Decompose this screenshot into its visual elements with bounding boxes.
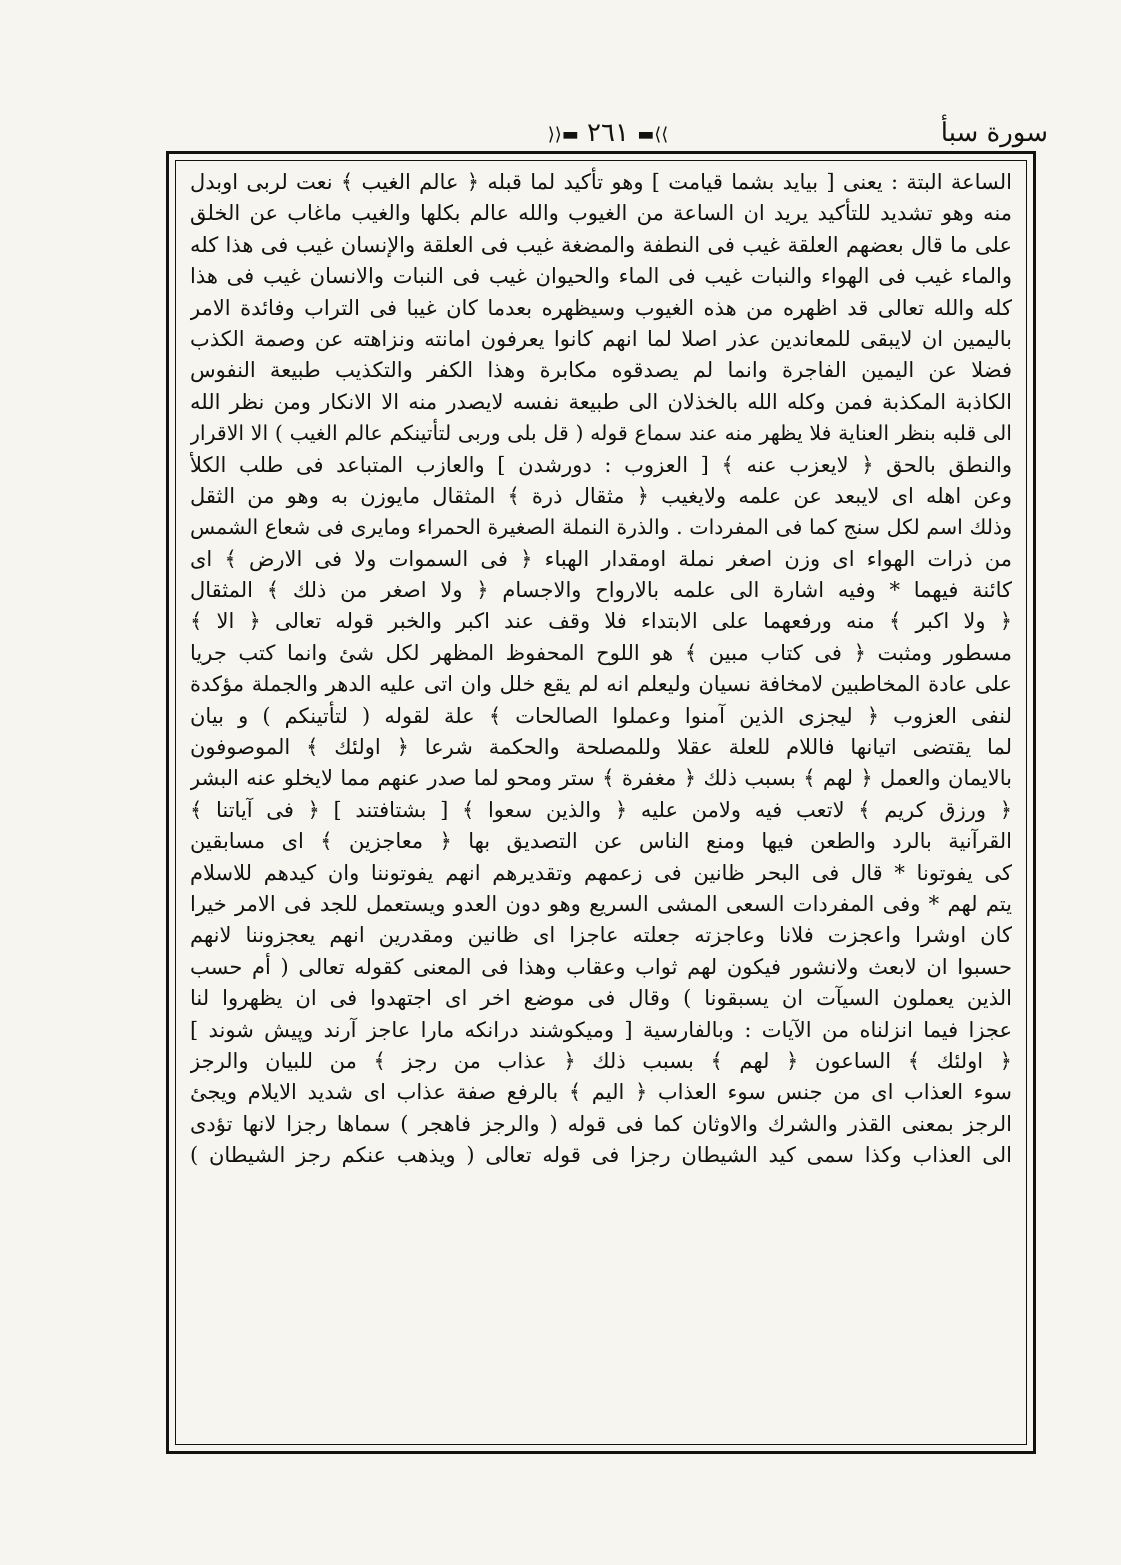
text-line: حسبوا ان لابعث ولانشور فيكون لهم ثواب وعقاب وهذا فى المعنى كقوله تعالى ( أم حسب [190,954,1012,979]
text-line: كائنة فيهما * وفيه اشارة الى علمه بالارواح والاجسام ﴿ ولا اصغر من ذلك ﴾ المثقال [190,578,1012,603]
page-header [168,118,1048,152]
text-line: ﴿ ولا اكبر ﴾ منه ورفعهما على الابتداء فلا وقف عند اكبر والخبر قوله تعالى ﴿ الا ﴾ [190,609,1012,634]
text-line: مسطور ومثبت ﴿ فى كتاب مبين ﴾ هو اللوح المحفوظ المظهر لكل شئ وانما كتب جريا [190,640,1012,665]
text-line: الذين يعملون السيآت ان يسبقونا ) وقال فى موضع اخر اى اجتهدوا فى ان يظهروا لنا [190,986,1012,1011]
text-line: الرجز بمعنى القذر والشرك والاوثان كما فى قوله ( والرجز فاهجر ) سماها رجزا لانها تؤدى [190,1111,1012,1136]
text-line: كان اوشرا واعجزت فلانا وعاجزته جعلته عاجزا اى ظانين ومقدرين انهم يعجزوننا لانهم [190,923,1012,948]
text-line: الى العذاب وكذا سمى كيد الشيطان رجزا فى قوله تعالى ( ويذهب عنكم رجز الشيطان ) [190,1143,1012,1168]
text-line: منه وهو تشديد للتأكيد يريد ان الساعة من الغيوب والله عالم بكلها والغيب ماغاب عن الخلق [190,201,1012,226]
text-line: الى قلبه بنظر العناية فلا يظهر منه عند سماع قوله ( قل بلى وربى لتأتينكم عالم الغيب ) الا الاقرار [190,421,1012,446]
text-line: فضلا عن اليمين الفاجرة وانما لم يصدقوه مكابرة وهذا الكفر والتكذيب طبيعة النفوس [190,358,1012,383]
text-line: كى يفوتونا * قال فى البحر ظانين فى زعمهم وتقديرهم انهم يفوتوننا وان كيدهم للاسلام [190,860,1012,885]
text-line: كله والله تعالى قد اظهره من هذه الغيوب وسيظهره بعدما كان غيبا فى التراب وفائدة الامر [190,295,1012,320]
surah-title: سورة سبأ [940,118,1048,148]
text-line: ﴿ ورزق كريم ﴾ لاتعب فيه ولامن عليه ﴿ والذين سعوا ﴾ [ بشتافتند ] ﴿ فى آياتنا ﴾ [190,797,1012,822]
text-line: من ذرات الهواء اى وزن اصغر نملة اومقدار الهباء ﴿ فى السموات ولا فى الارض ﴾ اى [190,546,1012,571]
text-line: والنطق بالحق ﴿ لايعزب عنه ﴾ [ العزوب : دورشدن ] والعازب المتباعد فى طلب الكلأ [190,452,1012,477]
text-line: على ما قال بعضهم العلقة غيب فى النطفة والمضغة غيب فى العلقة والإنسان غيب فى هذا كله [190,232,1012,257]
text-line: والماء غيب فى الهواء والنبات غيب فى الماء والحيوان غيب فى النبات والانسان غيب فى هذا [190,264,1012,289]
text-line: باليمين ان لايبقى للمعاندين عذر اصلا لما انهم كانوا يعرفون امانته ونزاهته عن وصمة الكذب [190,326,1012,351]
text-line: لنفى العزوب ﴿ ليجزى الذين آمنوا وعملوا الصالحات ﴾ علة لقوله ( لتأتينكم ) و بيان [190,703,1012,728]
inner-frame [175,160,1027,1445]
text-line: لما يقتضى اتيانها فاللام للعلة عقلا وللمصلحة والحكمة شرعا ﴿ اولئك ﴾ الموصوفون [190,735,1012,760]
text-line: سوء العذاب اى من جنس سوء العذاب ﴿ اليم ﴾ بالرفع صفة عذاب اى شديد الايلام ويجئ [190,1080,1012,1105]
text-line: ﴿ اولئك ﴾ الساعون ﴿ لهم ﴾ بسبب ذلك ﴿ عذاب من رجز ﴾ من للبيان والرجز [190,1048,1012,1073]
text-line: يتم لهم * وفى المفردات السعى المشى السريع وهو دون العدو ويستعمل للجد فى الامر خيرا [190,891,1012,916]
ornament-right-icon: ▬⟨⟨ [547,123,579,145]
page-number-block [548,118,669,148]
text-line: القرآنية بالرد والطعن فيها ومنع الناس عن التصديق بها ﴿ معاجزين ﴾ اى مسابقين [190,829,1012,854]
text-line: بالايمان والعمل ﴿ لهم ﴾ بسبب ذلك ﴿ مغفرة ﴾ ستر ومحو لما صدر عنهم مما لايخلو عنه البشر [190,766,1012,791]
text-line: الساعة البتة : يعنى [ بيايد بشما قيامت ] وهو تأكيد لما قبله ﴿ عالم الغيب ﴾ نعت لربى اوبدل [190,170,1012,194]
text-line: وعن اهله اى لايبعد عن علمه ولايغيب ﴿ مثقال ذرة ﴾ المثقال مايوزن به وهو من الثقل [190,483,1012,508]
text-line: عجزا فيما انزلناه من الآيات : وبالفارسية [ وميكوشند درانكه مارا عاجز آرند وپيش شوند ] [190,1017,1012,1042]
text-line: الكاذبة المكذبة فمن وكله الله بالخذلان الى طبيعة نفسه لايصدر منه الا الانكار ومن نظر الله [190,389,1012,414]
page-number: ٢٦١ [587,118,629,148]
text-body [190,167,1012,1172]
text-line: على عادة المخاطبين لامخافة نسيان وليعلم انه لم يقع خلل وان اتى عليه الدهر والجملة مؤكدة [190,672,1012,697]
ornament-left-icon: ⟩⟩▬ [637,123,669,145]
text-line: وذلك اسم لكل سنج كما فى المفردات . والذرة النملة الصغيرة الحمراء ومايرى فى شعاع الشمس [190,515,1012,540]
